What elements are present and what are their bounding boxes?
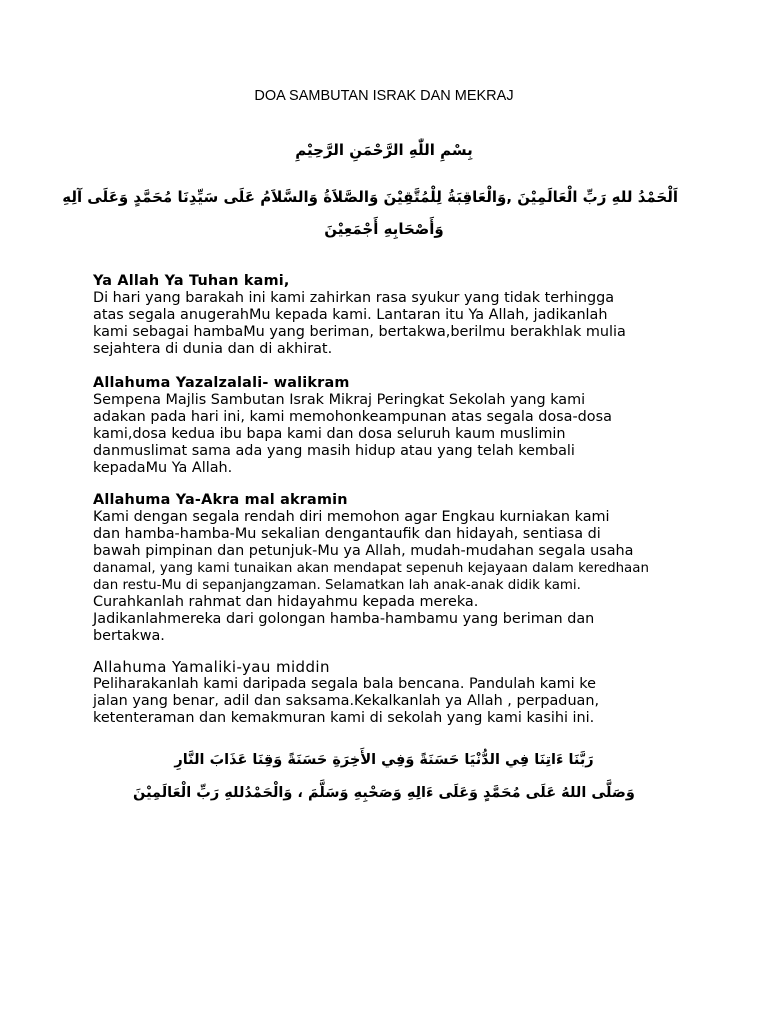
paragraph-line: danamal, yang kami tunaikan akan mendapat sepenuh kejayaan dalam keredhaan xyxy=(93,561,649,576)
basmalah-text: بِسْمِ اللّٰهِ الرَّحْمَنِ الرَّحِيْمِ xyxy=(295,141,473,159)
paragraph-line: Sempena Majlis Sambutan Israk Mikraj Peringkat Sekolah yang kami xyxy=(93,392,586,408)
paragraph-line: atas segala anugerahMu kepada kami. Lantaran itu Ya Allah, jadikanlah xyxy=(93,307,608,323)
paragraph-line: jalan yang benar, adil dan saksama.Kekalkanlah ya Allah , perpaduan, xyxy=(93,693,600,709)
closing-line: وَصَلَّى اللهُ عَلَى مُحَمَّدٍ وَعَلَى ءَالِهِ وَصَحْبِهِ وَسَلَّمَ ، وَالْحَمْدُللهِ رَبِّ الْعَالَمِيْنَ xyxy=(133,785,635,801)
paragraph-line: bertakwa. xyxy=(93,628,165,644)
paragraph-line: Jadikanlahmereka dari golongan hamba-hambamu yang beriman dan xyxy=(93,611,595,627)
page-title: DOA SAMBUTAN ISRAK DAN MEKRAJ xyxy=(254,88,514,104)
paragraph-line: sejahtera di dunia dan di akhirat. xyxy=(93,341,333,357)
prayer-section xyxy=(93,375,693,477)
paragraph-line: danmuslimat sama ada yang masih hidup atau yang telah kembali xyxy=(93,443,575,459)
opening-praise xyxy=(62,181,678,245)
paragraph-line: kami,dosa kedua ibu bapa kami dan dosa seluruh kaum muslimin xyxy=(93,426,566,442)
opening-line: وَأَصْحَابِهِ أَجْمَعِيْنَ xyxy=(324,220,444,238)
section-heading: Ya Allah Ya Tuhan kami, xyxy=(93,273,290,289)
paragraph-line: Curahkanlah rahmat dan hidayahmu kepada mereka. xyxy=(93,594,479,610)
prayer-section xyxy=(93,659,693,727)
paragraph-line: bawah pimpinan dan petunjuk-Mu ya Allah, mudah-mudahan segala usaha xyxy=(93,543,634,559)
closing-prayer xyxy=(90,744,678,810)
section-heading: Allahuma Yazalzalali- walikram xyxy=(93,375,350,391)
prayer-section xyxy=(93,273,693,358)
paragraph-line: kepadaMu Ya Allah. xyxy=(93,460,233,476)
section-heading: Allahuma Ya-Akra mal akramin xyxy=(93,492,348,508)
paragraph-line: dan restu-Mu di sepanjangzaman. Selamatkan lah anak-anak didik kami. xyxy=(93,578,581,593)
section-heading: Allahuma Yamaliki-yau middin xyxy=(93,658,330,676)
paragraph-line: adakan pada hari ini, kami memohonkeampunan atas segala dosa-dosa xyxy=(93,409,612,425)
paragraph-line: dan hamba-hamba-Mu sekalian dengantaufik dan hidayah, sentiasa di xyxy=(93,526,601,542)
prayer-section xyxy=(93,492,693,645)
paragraph-line: Di hari yang barakah ini kami zahirkan rasa syukur yang tidak terhingga xyxy=(93,290,615,306)
paragraph-line: Kami dengan segala rendah diri memohon agar Engkau kurniakan kami xyxy=(93,509,610,525)
basmalah xyxy=(90,134,678,166)
opening-line: اَلْحَمْدُ للهِ رَبِّ الْعَالَمِيْنَ ,وَالْعَاقِبَةُ لِلْمُتَّقِيْنَ وَالصَّلاَةُ وَالسَّلاَمُ عَلَى سَيِّدِنَا مُحَمَّدٍ وَعَلَى آلِهِ xyxy=(62,188,678,206)
closing-line: رَبَّنَا ءَاتِنَا فِي الدُّنْيَا حَسَنَةً وَفِي الأَخِرَةِ حَسَنَةً وَقِنَا عَذَابَ النَّارِ xyxy=(174,752,594,768)
paragraph-line: Peliharakanlah kami daripada segala bala bencana. Pandulah kami ke xyxy=(93,676,596,692)
paragraph-line: kami sebagai hambaMu yang beriman, bertakwa,berilmu berakhlak mulia xyxy=(93,324,626,340)
paragraph-line: ketenteraman dan kemakmuran kami di sekolah yang kami kasihi ini. xyxy=(93,710,595,726)
